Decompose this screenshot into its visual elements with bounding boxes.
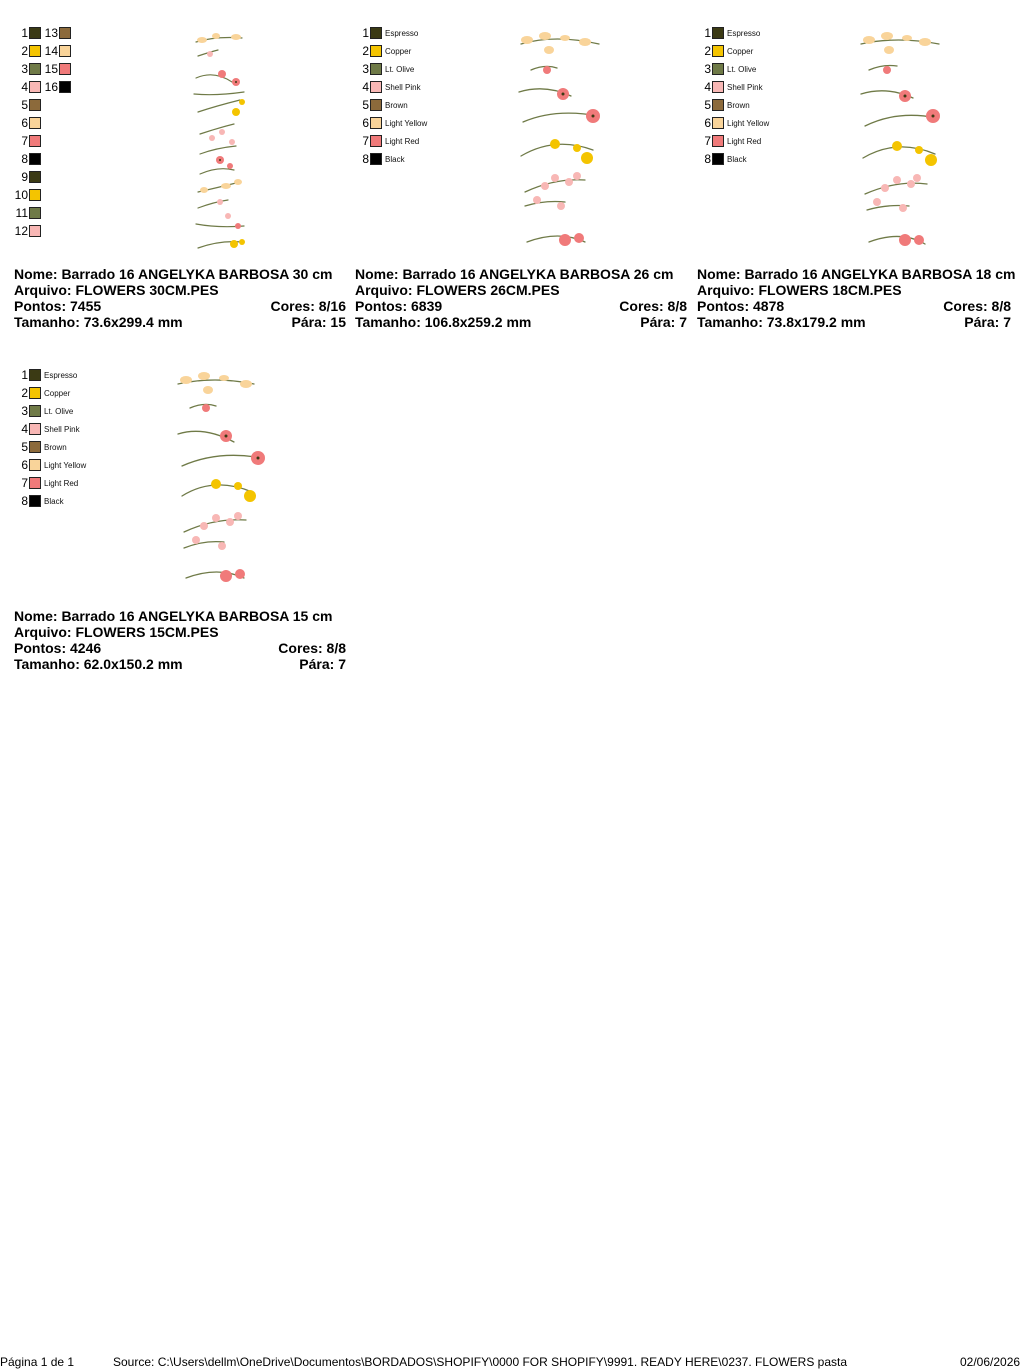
legend-row: 7 [14,134,41,148]
color-swatch [370,117,382,129]
legend-row: 1 Espresso [704,26,761,40]
embroidery-preview-18cm [857,30,949,262]
design-file: Arquivo: FLOWERS 15CM.PES [14,624,219,640]
color-swatch [29,459,41,471]
legend-row: 4 Shell Pink [362,80,421,94]
color-swatch [29,99,41,111]
color-swatch [29,405,41,417]
legend-row: 1 [14,26,41,40]
color-swatch [29,63,41,75]
legend-row: 3 Lt. Olive [21,404,74,418]
color-swatch [370,81,382,93]
color-swatch [29,117,41,129]
legend-row: 12 [14,224,41,238]
color-swatch [59,27,71,39]
color-swatch [370,45,382,57]
color-swatch [370,27,382,39]
print-date: 02/06/2026 [960,1355,1021,1369]
stitch-count: Pontos: 6839 [355,298,443,314]
embroidery-preview-30cm [192,30,252,262]
color-swatch [712,81,724,93]
legend-row: 15 [44,62,71,76]
legend-row: 8 [14,152,41,166]
color-swatch [29,171,41,183]
design-card-18cm [697,12,1023,330]
legend-row: 7 Light Red [362,134,420,148]
legend-row: 2 Copper [21,386,71,400]
legend-row: 13 [44,26,71,40]
stop-count: Pára: 7 [640,314,687,330]
legend-row: 5 [14,98,41,112]
legend-row: 8 Black [704,152,747,166]
design-card-30cm [14,12,354,330]
design-name: Nome: Barrado 16 ANGELYKA BARBOSA 26 cm [355,266,674,282]
design-size: Tamanho: 106.8x259.2 mm [355,314,532,330]
page-footer [0,1354,1024,1370]
color-swatch [712,135,724,147]
legend-row: 3 [14,62,41,76]
legend-row: 14 [44,44,71,58]
color-swatch [29,423,41,435]
legend-row: 10 [14,188,41,202]
stop-count: Pára: 15 [291,314,346,330]
legend-row: 2 [14,44,41,58]
design-name: Nome: Barrado 16 ANGELYKA BARBOSA 18 cm [697,266,1016,282]
legend-row: 2 Copper [704,44,754,58]
color-swatch [29,81,41,93]
design-card-15cm [14,354,354,672]
legend-row: 4 [14,80,41,94]
design-file: Arquivo: FLOWERS 30CM.PES [14,282,219,298]
embroidery-preview-26cm [515,30,611,262]
color-swatch [712,99,724,111]
legend-row: 7 Light Red [704,134,762,148]
color-swatch [370,135,382,147]
design-info [697,266,1023,330]
legend-row: 4 Shell Pink [704,80,763,94]
color-swatch [29,27,41,39]
design-size: Tamanho: 73.6x299.4 mm [14,314,183,330]
legend-row: 11 [14,206,41,220]
color-count: Cores: 8/8 [278,640,346,656]
color-swatch [29,387,41,399]
legend-row: 5 Brown [362,98,408,112]
legend-row: 8 Black [362,152,405,166]
legend-row: 6 Light Yellow [21,458,87,472]
legend-row: 7 Light Red [21,476,79,490]
color-swatch [370,153,382,165]
embroidery-preview-15cm [174,372,270,590]
legend-row: 6 Light Yellow [362,116,428,130]
color-swatch [29,225,41,237]
stop-count: Pára: 7 [299,656,346,672]
color-swatch [712,63,724,75]
color-swatch [29,441,41,453]
legend-row: 9 [14,170,41,184]
color-swatch [29,207,41,219]
legend-row: 16 [44,80,71,94]
color-swatch [59,81,71,93]
stitch-count: Pontos: 7455 [14,298,102,314]
design-file: Arquivo: FLOWERS 26CM.PES [355,282,560,298]
design-name: Nome: Barrado 16 ANGELYKA BARBOSA 30 cm [14,266,333,282]
color-swatch [712,117,724,129]
color-count: Cores: 8/8 [619,298,687,314]
stitch-count: Pontos: 4246 [14,640,102,656]
page-number: Página 1 de 1 [0,1355,75,1369]
color-swatch [59,45,71,57]
design-size: Tamanho: 73.8x179.2 mm [697,314,866,330]
color-count: Cores: 8/8 [943,298,1011,314]
color-swatch [29,45,41,57]
stitch-count: Pontos: 4878 [697,298,785,314]
design-info [14,266,354,330]
color-swatch [370,63,382,75]
legend-row: 4 Shell Pink [21,422,80,436]
legend-row: 6 Light Yellow [704,116,770,130]
legend-row: 2 Copper [362,44,412,58]
color-count: Cores: 8/16 [270,298,346,314]
color-swatch [29,189,41,201]
stop-count: Pára: 7 [964,314,1011,330]
design-info [14,608,354,672]
color-swatch [29,369,41,381]
legend-row: 6 [14,116,41,130]
legend-row: 1 Espresso [362,26,419,40]
color-swatch [29,153,41,165]
color-swatch [370,99,382,111]
design-file: Arquivo: FLOWERS 18CM.PES [697,282,902,298]
color-swatch [712,153,724,165]
design-card-26cm [355,12,695,330]
design-name: Nome: Barrado 16 ANGELYKA BARBOSA 15 cm [14,608,333,624]
legend-row: 5 Brown [704,98,750,112]
color-swatch [29,135,41,147]
design-info [355,266,695,330]
color-swatch [59,63,71,75]
source-path: Source: C:\Users\dellm\OneDrive\Documentos\BORDADOS\SHOPIFY\0000 FOR SHOPIFY\9991. READY HERE\0237. FLOWERS pasta [113,1355,848,1369]
legend-row: 3 Lt. Olive [362,62,415,76]
color-swatch [29,495,41,507]
legend-row: 8 Black [21,494,64,508]
color-swatch [712,27,724,39]
color-swatch [712,45,724,57]
legend-row: 1 Espresso [21,368,78,382]
legend-row: 3 Lt. Olive [704,62,757,76]
legend-row: 5 Brown [21,440,67,454]
color-swatch [29,477,41,489]
design-size: Tamanho: 62.0x150.2 mm [14,656,183,672]
